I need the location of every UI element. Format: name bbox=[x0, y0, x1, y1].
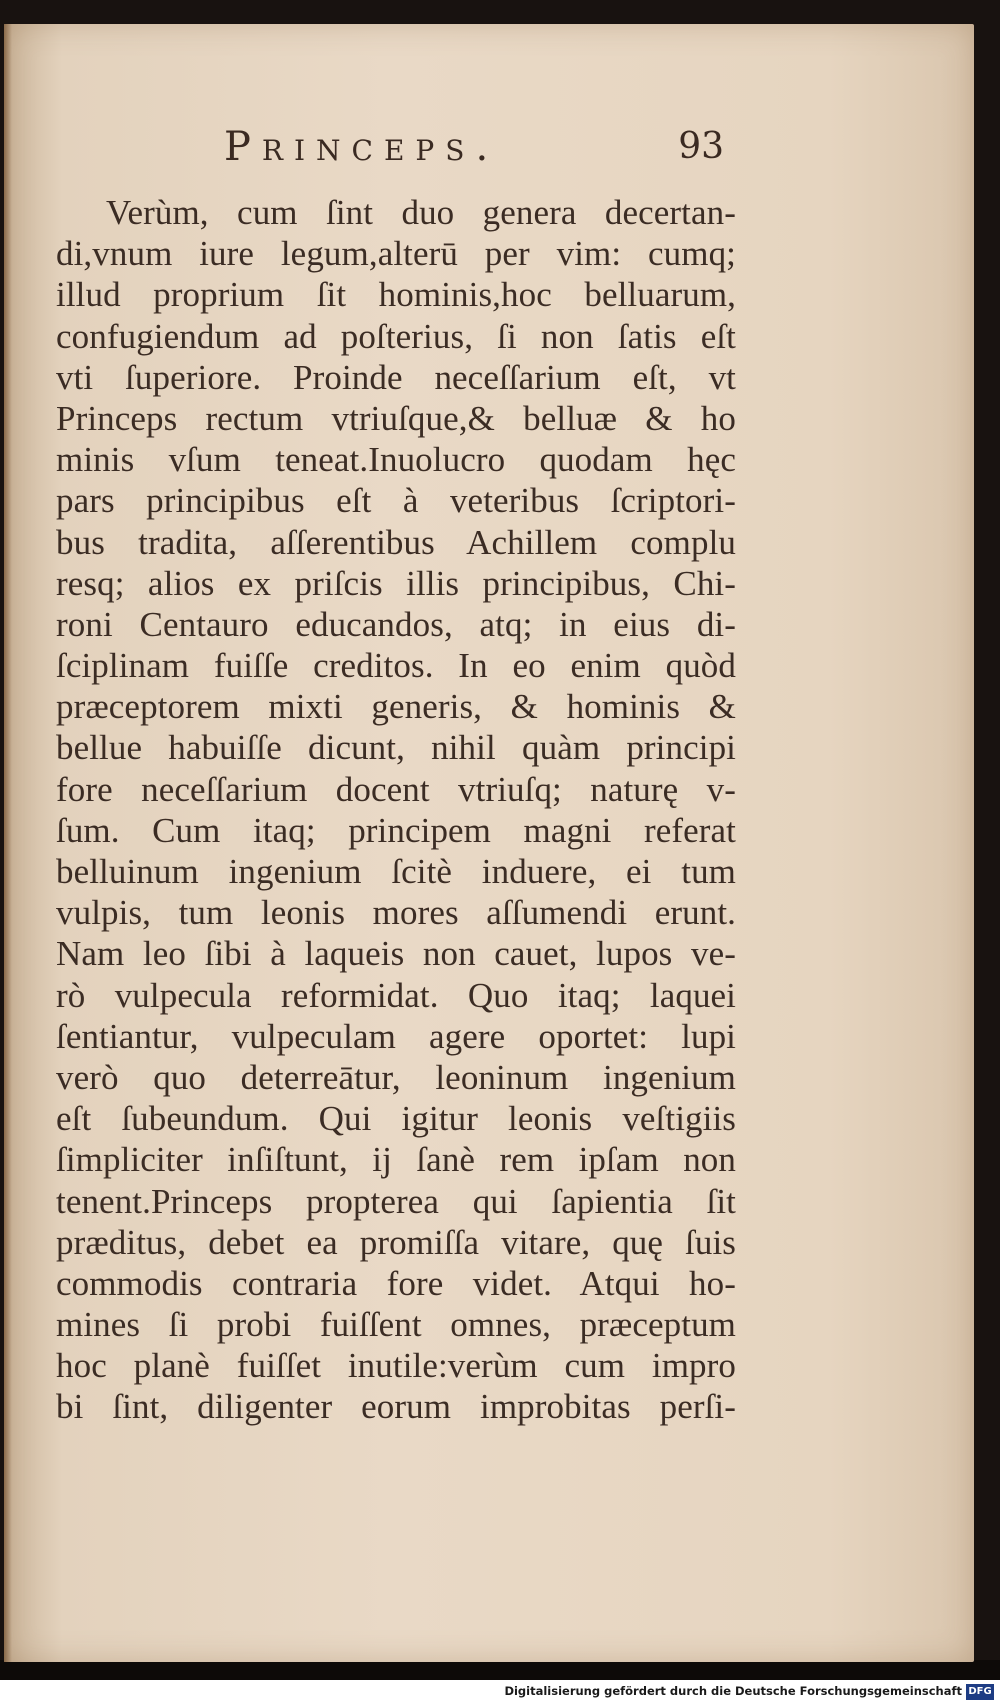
text-line: ſum. Cum itaq; principem magni referat bbox=[56, 810, 736, 850]
book-page bbox=[4, 24, 974, 1662]
text-line: bellue habuiſſe dicunt, nihil quàm principi bbox=[56, 728, 736, 768]
funding-credit: Digitalisierung gefördert durch die Deutsche Forschungsgemeinschaft bbox=[504, 1684, 962, 1698]
text-line: Nam leo ſibi à laqueis non cauet, lupos ve- bbox=[56, 934, 736, 974]
text-line: pars principibus eſt à veteribus ſcriptori- bbox=[56, 481, 736, 521]
text-line: ſentiantur, vulpeculam agere oportet: lupi bbox=[56, 1016, 736, 1056]
text-line: belluinum ingenium ſcitè induere, ei tum bbox=[56, 852, 736, 891]
running-head bbox=[54, 124, 724, 184]
text-line: præceptorem mixti generis, & hominis & bbox=[56, 687, 736, 727]
text-line: illud proprium ſit hominis,hoc belluarum, bbox=[56, 275, 736, 315]
running-title: Princeps. bbox=[224, 124, 500, 170]
footer-bar bbox=[0, 1680, 1000, 1707]
text-line: di,vnum iure legum,alterū per vim: cumq; bbox=[56, 234, 736, 274]
text-line: tenent.Princeps propterea qui ſapientia ſit bbox=[56, 1181, 736, 1221]
page-number: 93 bbox=[678, 126, 724, 167]
text-line: Verùm, cum ſint duo genera decertan- bbox=[106, 193, 736, 232]
body-text bbox=[56, 192, 736, 1428]
text-line: hoc planè fuiſſet inutile:verùm cum impro bbox=[56, 1346, 736, 1386]
text-line: fore neceſſarium docent vtriuſq; naturę v- bbox=[56, 769, 736, 809]
text-line: verò quo deterreātur, leoninum ingenium bbox=[56, 1057, 736, 1097]
text-line: rò vulpecula reformidat. Quo itaq; laquei bbox=[56, 975, 736, 1015]
text-line: præditus, debet ea promiſſa vitare, quę ſuis bbox=[56, 1222, 736, 1262]
text-line: vti ſuperiore. Proinde neceſſarium eſt, vt bbox=[56, 357, 736, 397]
text-line: resq; alios ex priſcis illis principibus, Chi- bbox=[56, 563, 736, 603]
text-line: confugiendum ad poſterius, ſi non ſatis eſt bbox=[56, 316, 736, 356]
text-line: ſimpliciter inſiſtunt, ij ſanè rem ipſam non bbox=[56, 1140, 736, 1180]
text-line: roni Centauro educandos, atq; in eius di- bbox=[56, 604, 736, 644]
text-line: bi ſint, diligenter eorum improbitas perſi- bbox=[56, 1387, 736, 1427]
text-line: vulpis, tum leonis mores aſſumendi erunt. bbox=[56, 893, 736, 933]
text-line: eſt ſubeundum. Qui igitur leonis veſtigiis bbox=[56, 1099, 736, 1139]
text-line: bus tradita, aſſerentibus Achillem complu bbox=[56, 522, 736, 562]
text-line: minis vſum teneat.Inuolucro quodam hęc bbox=[56, 440, 736, 480]
dfg-logo: DFG bbox=[966, 1684, 994, 1700]
text-line: commodis contraria fore videt. Atqui ho- bbox=[56, 1263, 736, 1303]
text-line: ſciplinam fuiſſe creditos. In eo enim quòd bbox=[56, 646, 736, 686]
text-line: Princeps rectum vtriuſque,& belluæ & ho bbox=[56, 398, 736, 438]
text-line: mines ſi probi fuiſſent omnes, præceptum bbox=[56, 1305, 736, 1345]
